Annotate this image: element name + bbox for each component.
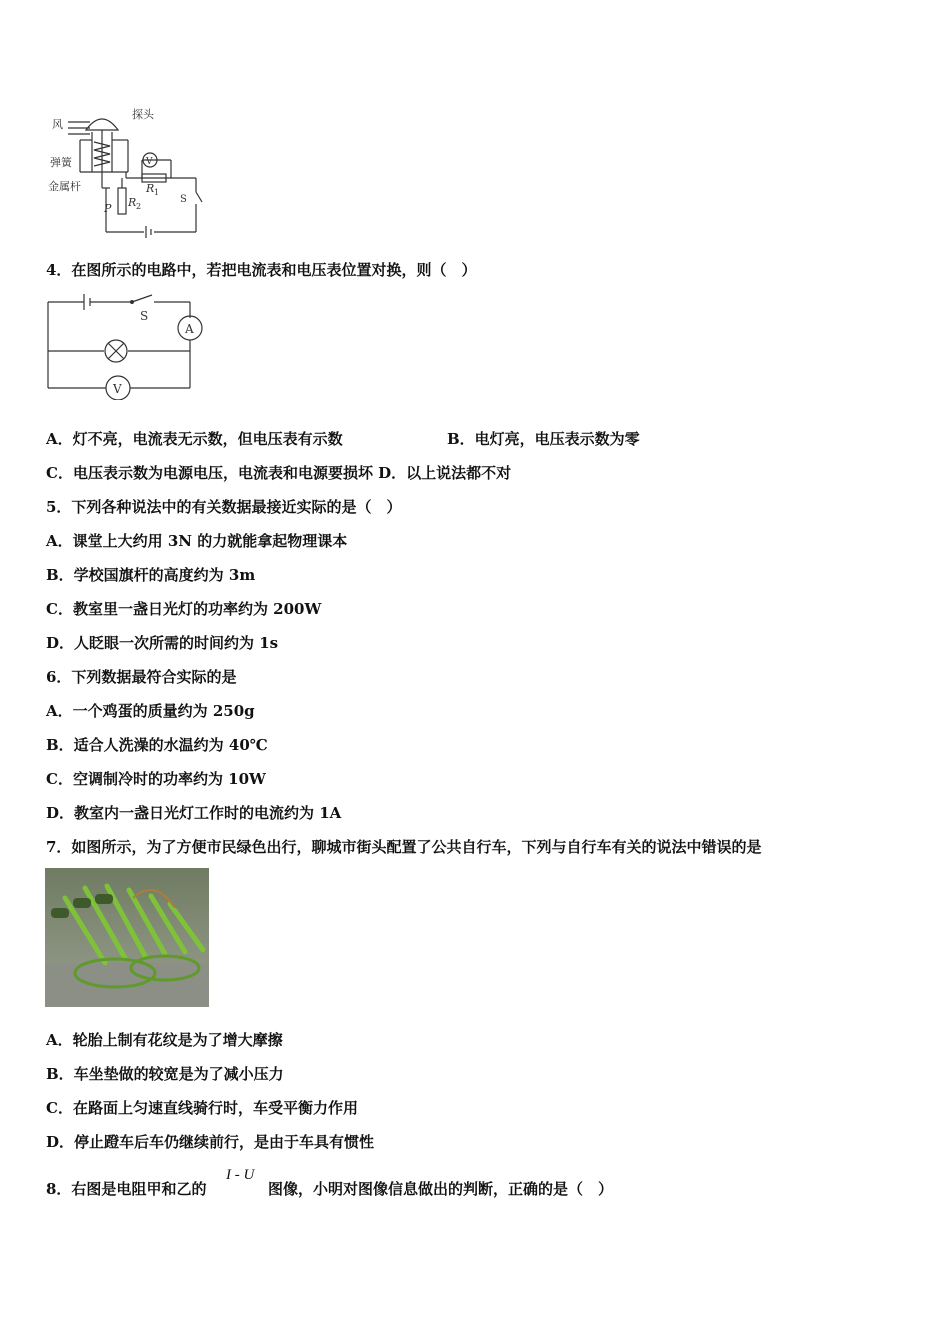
q7-option-c: C．在路面上匀速直线骑行时，车受平衡力作用 — [46, 1099, 358, 1117]
q7-stem: 7．如图所示，为了方便市民绿色出行，聊城市街头配置了公共自行车，下列与自行车有关的说法中错误的是 — [46, 838, 762, 856]
q4-stem: 4．在图所示的电路中，若把电流表和电压表位置对换，则（ ） — [46, 261, 477, 279]
q4-option-c-d: C．电压表示数为电源电压，电流表和电源要损坏 D．以上说法都不对 — [46, 464, 512, 482]
wind-label: 风 — [52, 118, 63, 131]
q6-option-d: D．教室内一盏日光灯工作时的电流约为 1A — [46, 804, 342, 822]
q8-stem-part2: 图像，小明对图像信息做出的判断，正确的是（ ） — [268, 1180, 614, 1198]
ammeter-label: A — [185, 322, 194, 336]
q6-option-a: A．一个鸡蛋的质量约为 250g — [46, 702, 255, 720]
voltmeter-label: V — [113, 382, 122, 396]
q6-option-b: B．适合人洗澡的水温约为 40℃ — [46, 736, 268, 754]
probe-label: 探头 — [132, 108, 154, 121]
q6-stem: 6．下列数据最符合实际的是 — [46, 668, 237, 686]
q5-stem: 5．下列各种说法中的有关数据最接近实际的是（ ） — [46, 498, 402, 516]
q4-option-b: B．电灯亮，电压表示数为零 — [447, 430, 640, 448]
q5-option-d: D．人眨眼一次所需的时间约为 1s — [46, 634, 279, 652]
q6-option-c: C．空调制冷时的功率约为 10W — [46, 770, 266, 788]
q7-option-b: B．车坐垫做的较宽是为了减小压力 — [46, 1065, 284, 1083]
wind-meter-circuit-figure — [46, 100, 216, 240]
metal-rod-label: 金属杆 — [48, 180, 81, 193]
r2-subscript: 2 — [136, 202, 142, 211]
q5-option-b: B．学校国旗杆的高度约为 3m — [46, 566, 256, 584]
r1-subscript: 1 — [154, 188, 160, 197]
r1-label: R — [146, 182, 155, 195]
q7-option-d: D．停止蹬车后车仍继续前行，是由于车具有惯性 — [46, 1133, 375, 1151]
public-bicycles-photo — [45, 868, 209, 1007]
q4-option-a: A．灯不亮，电流表无示数，但电压表有示数 — [46, 430, 343, 448]
voltmeter-label: V — [146, 157, 153, 167]
q8-stem-part1: 8．右图是电阻甲和乙的 — [46, 1180, 207, 1198]
q7-option-a: A．轮胎上制有花纹是为了增大摩擦 — [46, 1031, 283, 1049]
switch-label: S — [180, 194, 187, 205]
r2-label: R — [128, 196, 137, 209]
slider-p-label: P — [104, 202, 112, 215]
q4-switch-label: S — [140, 309, 149, 323]
q5-option-c: C．教室里一盏日光灯的功率约为 200W — [46, 600, 322, 618]
q4-circuit-figure — [40, 290, 210, 400]
q5-option-a: A．课堂上大约用 3N 的力就能拿起物理课本 — [46, 532, 348, 550]
q8-iu-math: I - U — [226, 1167, 255, 1183]
spring-label: 弹簧 — [50, 156, 72, 169]
